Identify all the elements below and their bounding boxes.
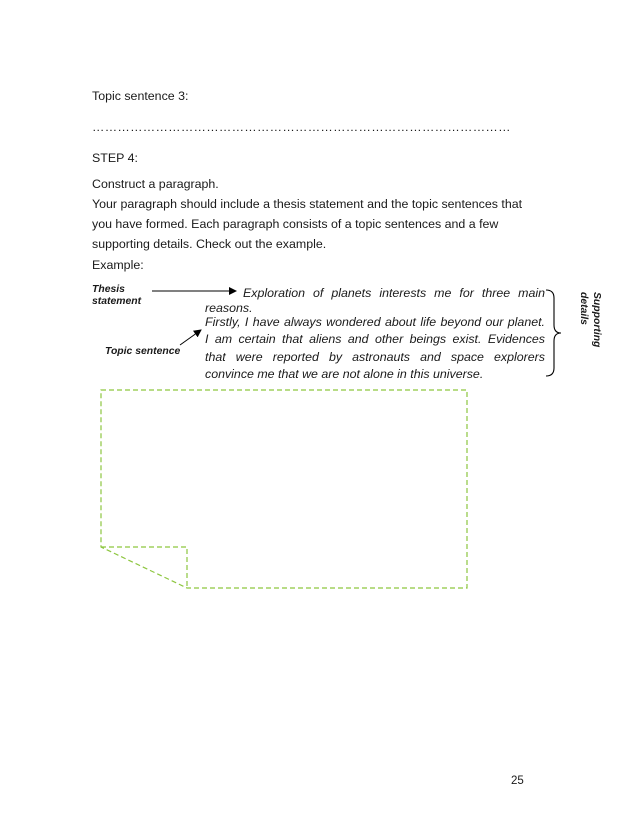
example-line: reasons. xyxy=(205,301,253,315)
supporting-details-label xyxy=(566,290,602,360)
dashed-box-curl xyxy=(101,547,187,588)
instruction-line: Your paragraph should include a thesis statement and the topic sentences that xyxy=(92,197,523,211)
page-number: 25 xyxy=(511,775,524,787)
supporting-details-brace-icon xyxy=(546,290,561,376)
topic-sentence-label: Topic sentence xyxy=(105,346,181,357)
example-line-thesis: Exploration of planets interests me for three main xyxy=(243,286,545,300)
dotted-answer-line: ……………………………………………………………………………………… xyxy=(92,120,511,134)
thesis-statement-label xyxy=(92,284,141,307)
instruction-line: supporting details. Check out the example. xyxy=(92,237,327,251)
instruction-line: Construct a paragraph. xyxy=(92,177,219,191)
instructions-paragraph xyxy=(92,174,542,254)
instruction-line: you have formed. Each paragraph consists of a topic sentences and a few xyxy=(92,217,499,231)
thesis-label-line: Thesis xyxy=(92,284,125,295)
example-line: convince me that we are not alone in this universe. xyxy=(205,367,484,381)
thesis-label-line: statement xyxy=(92,296,142,307)
example-line-topic: Firstly, I have always wondered about life beyond our planet. xyxy=(205,315,545,329)
topic-arrow xyxy=(180,330,201,345)
topic-sentence-3-label: Topic sentence 3: xyxy=(92,89,189,103)
supporting-label-line: Supporting xyxy=(591,292,602,348)
step-4-heading: STEP 4: xyxy=(92,151,138,165)
example-line: I am certain that aliens and other beings exist. Evidences xyxy=(205,332,545,346)
supporting-label-line: details xyxy=(578,292,589,325)
dashed-writing-box xyxy=(101,390,467,588)
example-label: Example: xyxy=(92,258,144,272)
example-line: that were reported by astronauts and space explorers xyxy=(205,350,545,364)
